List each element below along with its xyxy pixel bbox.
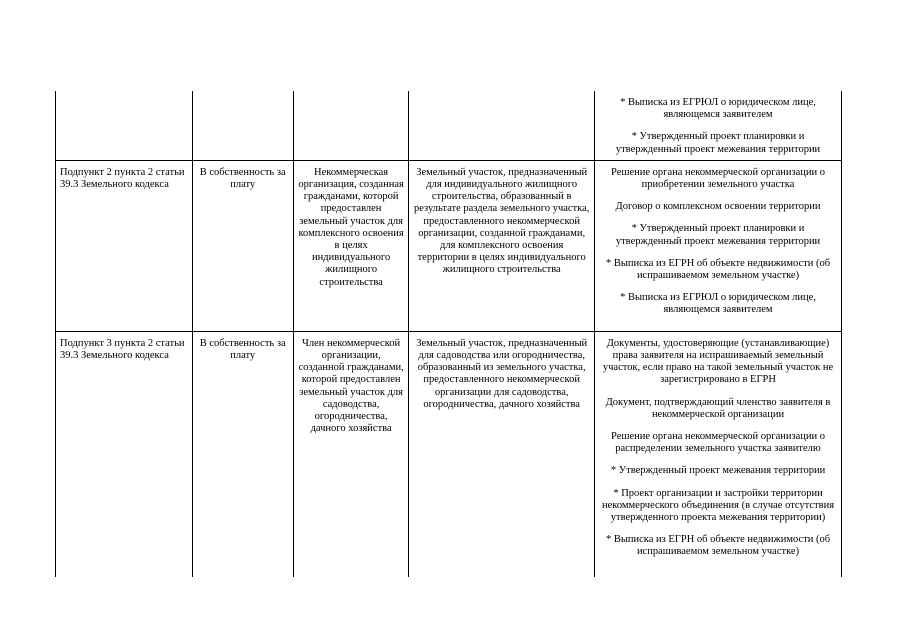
document-item: * Выписка из ЕГРЮЛ о юридическом лице, являющемся заявителем bbox=[620, 97, 816, 121]
applicant-cell: Некоммерческая организация, созданная гражданами, которой предоставлен земельный участок для комплексного освоения в целях индивидуального жилищного строительства bbox=[293, 160, 408, 331]
plot-cell: Земельный участок, предназначенный для садоводства или огородничества, образованный из земельного участка, предоставленного некоммерческой организации для садоводства, огородничества, дачного хозяйства bbox=[409, 331, 595, 577]
basis-cell: Подпункт 2 пункта 2 статьи 39.3 Земельного кодекса bbox=[56, 160, 193, 331]
basis-cell bbox=[56, 91, 193, 160]
document-item: Договор о комплексном освоении территории bbox=[615, 201, 821, 213]
documents-cell bbox=[595, 160, 842, 331]
document-item: * Проект организации и застройки территории некоммерческого объединения (в случае отсутствия утвержденного проекта межевания территории) bbox=[601, 487, 835, 524]
right-type-cell: В собственность за плату bbox=[192, 160, 293, 331]
documents-cell bbox=[595, 331, 842, 577]
land-provision-table bbox=[55, 91, 842, 577]
basis-cell: Подпункт 3 пункта 2 статьи 39.3 Земельного кодекса bbox=[56, 331, 193, 577]
document-item: Документ, подтверждающий членство заявителя в некоммерческой организации bbox=[605, 396, 831, 420]
applicant-cell: Член некоммерческой организации, созданной гражданами, которой предоставлен земельный участок для садоводства, огородничества, дачного хозяйства bbox=[293, 331, 408, 577]
document-item: * Выписка из ЕГРЮЛ о юридическом лице, являющемся заявителем bbox=[620, 292, 816, 316]
document-item: Решение органа некоммерческой организации о приобретении земельного участка bbox=[611, 166, 826, 191]
document-item: * Выписка из ЕГРН об объекте недвижимости (об испрашиваемом земельном участке) bbox=[605, 257, 831, 282]
document-item: Решение органа некоммерческой организации о распределении земельного участка заявителю bbox=[611, 431, 826, 455]
documents-cell bbox=[595, 91, 842, 160]
right-type-cell: В собственность за плату bbox=[192, 331, 293, 577]
right-type-cell bbox=[192, 91, 293, 160]
plot-cell bbox=[409, 91, 595, 160]
table-row bbox=[56, 160, 842, 331]
document-item: * Выписка из ЕГРН об объекте недвижимости (об испрашиваемом земельном участке) bbox=[605, 534, 831, 558]
applicant-cell bbox=[293, 91, 408, 160]
document-item: * Утвержденный проект межевания территории bbox=[610, 465, 826, 477]
table-row bbox=[56, 331, 842, 577]
table-row bbox=[56, 91, 842, 160]
document-item: * Утвержденный проект планировки и утвержденный проект межевания территории bbox=[615, 131, 821, 155]
plot-cell: Земельный участок, предназначенный для индивидуального жилищного строительства, образованный в результате раздела земельного участка, предоставленного некоммерческой организации, созданной гражданами, для комплексного освоения территории в целях индивидуального жилищного строительства bbox=[409, 160, 595, 331]
document-item: * Утвержденный проект планировки и утвержденный проект межевания территории bbox=[615, 223, 821, 247]
document-item: Документы, удостоверяющие (устанавливающие) права заявителя на испрашиваемый земельный участок, если право на такой земельный участок не зарегистрировано в ЕГРН bbox=[602, 337, 834, 386]
